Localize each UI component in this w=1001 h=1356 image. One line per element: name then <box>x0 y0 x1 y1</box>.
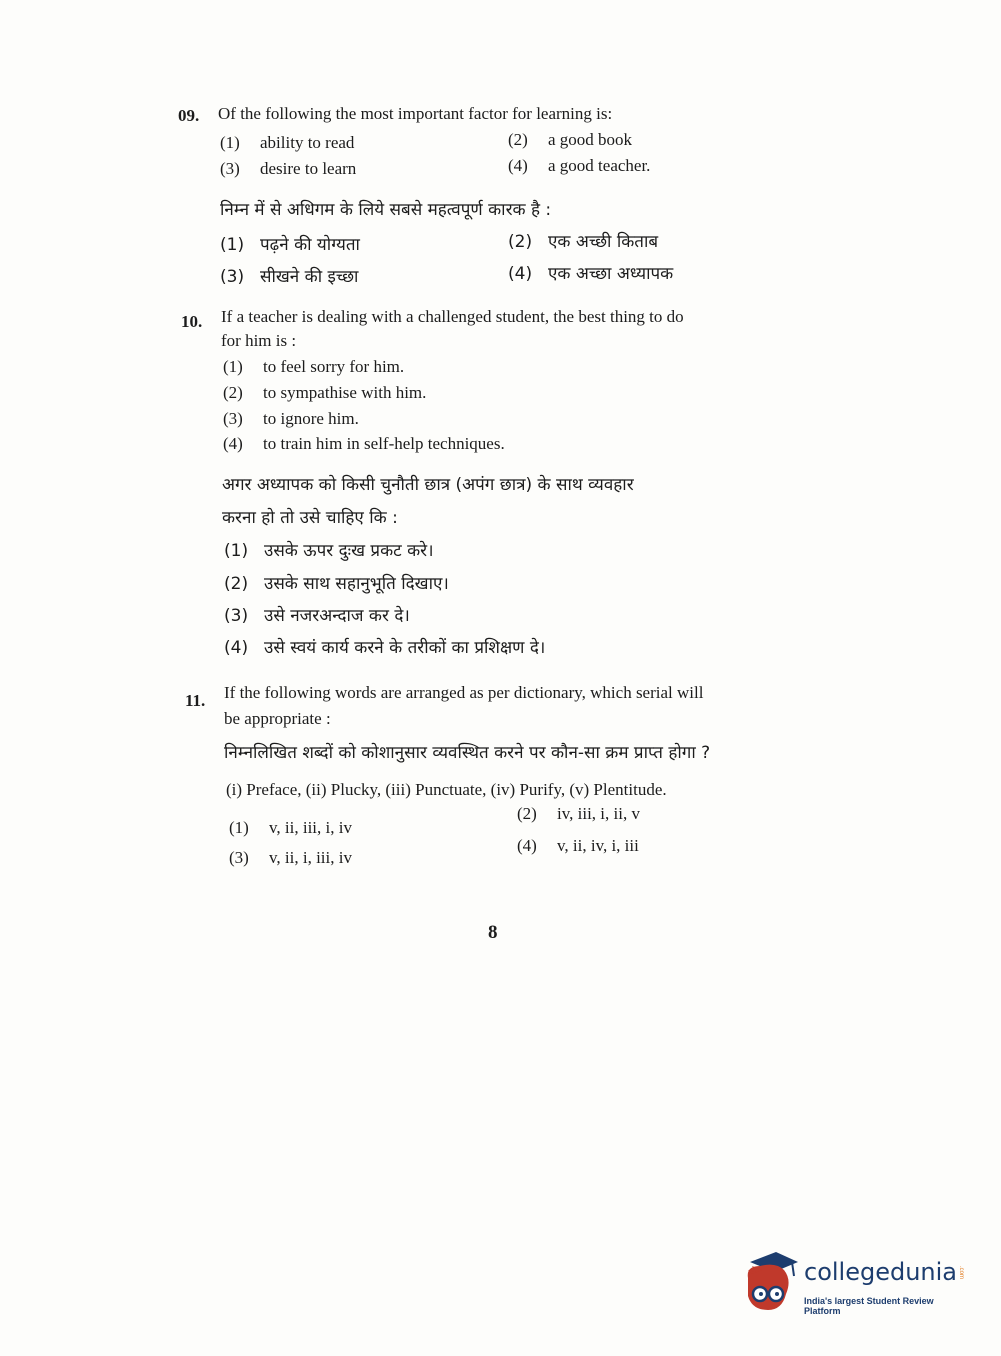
option-1: (1) v, ii, iii, i, iv <box>229 818 352 837</box>
page-number: 8 <box>488 922 498 943</box>
logo-com: .com <box>958 1266 964 1280</box>
logo-wordmark: collegedunia <box>804 1258 958 1286</box>
hindi-option-2: (2) एक अच्छी किताब <box>508 232 659 252</box>
option-2: (2) a good book <box>508 130 633 149</box>
mascot-icon <box>742 1248 802 1318</box>
option-2: (2) to sympathise with him. <box>223 383 427 402</box>
question-number: 09. <box>178 106 200 125</box>
hindi-option-3: (3) सीखने की इच्छा <box>220 267 359 287</box>
option-3: (3) to ignore him. <box>223 409 359 428</box>
option-2: (2) iv, iii, i, ii, v <box>517 804 640 823</box>
hindi-option-2: (2) उसके साथ सहानुभूति दिखाए। <box>224 574 449 594</box>
hindi-question-line-1: अगर अध्यापक को किसी चुनौती छात्र (अपंग छात्र) के साथ व्यवहार <box>222 475 634 495</box>
hindi-question-text: निम्न में से अधिगम के लिये सबसे महत्वपूर्ण कारक है : <box>220 200 552 220</box>
hindi-option-3: (3) उसे नजरअन्दाज कर दे। <box>224 606 410 626</box>
option-4: (4) to train him in self-help techniques. <box>223 434 505 453</box>
hindi-option-4: (4) एक अच्छा अध्यापक <box>508 264 674 284</box>
question-text: Of the following the most important factor for learning is: <box>218 104 613 123</box>
question-text-line-2: for him is : <box>221 331 297 350</box>
hindi-option-4: (4) उसे स्वयं कार्य करने के तरीकों का प्रशिक्षण दे। <box>224 638 546 658</box>
collegedunia-logo <box>742 1248 972 1328</box>
option-4: (4) v, ii, iv, i, iii <box>517 836 639 855</box>
question-number: 11. <box>185 691 206 710</box>
hindi-option-1: (1) पढ़ने की योग्यता <box>220 235 360 255</box>
option-3: (3) v, ii, i, iii, iv <box>229 848 352 867</box>
hindi-question-text: निम्नलिखित शब्दों को कोशानुसार व्यवस्थित करने पर कौन-सा क्रम प्राप्त होगा ? <box>224 743 711 763</box>
question-text-line-2: be appropriate : <box>224 709 331 728</box>
hindi-option-1: (1) उसके ऊपर दुःख प्रकट करे। <box>224 541 434 561</box>
question-text-line-1: If the following words are arranged as per dictionary, which serial will <box>224 683 704 702</box>
question-number: 10. <box>181 312 203 331</box>
option-1: (1) to feel sorry for him. <box>223 357 405 376</box>
hindi-question-line-2: करना हो तो उसे चाहिए कि : <box>222 508 398 528</box>
question-text-line-1: If a teacher is dealing with a challenged student, the best thing to do <box>221 307 684 326</box>
logo-tagline: India's largest Student Review Platform <box>804 1296 934 1316</box>
option-1: (1) ability to read <box>220 133 355 152</box>
option-4: (4) a good teacher. <box>508 156 651 175</box>
word-list: (i) Preface, (ii) Plucky, (iii) Punctuate, (iv) Purify, (v) Plentitude. <box>226 780 667 799</box>
option-3: (3) desire to learn <box>220 159 357 178</box>
